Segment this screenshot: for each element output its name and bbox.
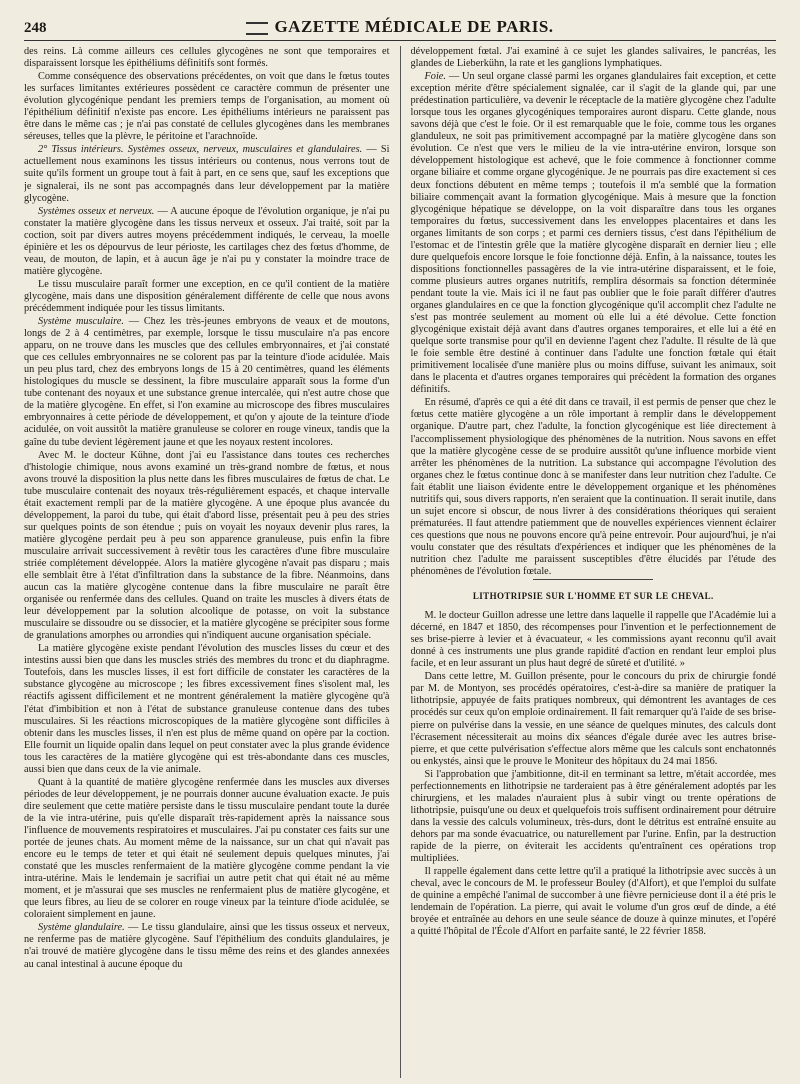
paragraph bbox=[24, 922, 390, 970]
right-column bbox=[411, 46, 777, 1078]
section-rule bbox=[533, 579, 653, 580]
left-column bbox=[24, 46, 390, 1078]
text-columns bbox=[24, 46, 776, 1078]
paragraph-text: Le tissu musculaire paraît former une exception, en ce qu'il contient de la matière glycogène, mais dans une disposition généralement différente de celle que nous avons précédemment indiquée pour les tissus limitants. bbox=[24, 278, 390, 314]
paragraph-text: développement fœtal. J'ai examiné à ce sujet les glandes salivaires, le pancréas, les glandes de Lieberkühn, la rate et les ganglions lymphatiques. bbox=[410, 46, 776, 70]
paragraph-text: — A aucune époque de l'évolution organique, je n'ai pu constater la matière glycogène dans les tissus nerveux et osseux. J'ai traité, soit par la coction, soit par divers autres moyens précédemment indiqués, le cerveau, la moelle épinière et les os dépourvus de leur périoste, les cartilages chez des fœtus d'homme, de veau, de mouton, de lapin, et à aucun âge je n'ai pu y constater la moindre trace de matière glycogène. bbox=[24, 205, 390, 277]
paragraph bbox=[24, 46, 390, 70]
paragraph bbox=[24, 279, 390, 315]
paragraph-text: — Chez les très-jeunes embryons de veaux et de moutons, longs de 2 à 4 centimètres, par exemple, lorsque le tissu musculaire n'a pas encore apparu, on ne trouve dans les muscles que des cellules embryonnaires, et j'ai constaté que ces cellules embryonnaires ne se colorent pas par la teinture d'iode acidulée. Mais un peu plus tard, chez des embryons longs de 15 à 20 centimètres, quand les éléments histologiques du muscle se dessinent, la fibre musculaire apparaît sous la forme d'un tube contenant des noyaux et une substance grenue intercalée, qui n'est autre chose que de la matière glycogène. En effet, si l'on examine au microscope des fibres musculaires embryonnaires à cette période de développement, et qu'on y ajoute de la teinture d'iode acidulée, on voit aussitôt la matière granuleuse se colorer en rouge vineux, tandis que la gaîne du tube devient légèrement jaune et que les noyaux restent incolores. bbox=[24, 316, 390, 448]
paragraph bbox=[411, 71, 777, 396]
paragraph-text: Quant à la quantité de matière glycogène renfermée dans les muscles aux diverses périodes de leur développement, je ne pourrais donner aucune évaluation exacte. Je puis dire seulement que cette matière persiste dans le tissu musculaire pendant toute la durée de la vie intra-utérine, puis qu'elle disparaît très-rapidement après la naissance sous l'influence de mouvements respiratoires et musculaires. J'ai pu constater ces faits sur une portée de jeunes chats. Au moment même de la naissance, sur un chat qui n'avait pas encore eu le temps de teter et qui était né seulement depuis quelques minutes, j'ai constaté que les muscles renfermaient de la matière glycogène comme pendant la vie intra-utérine. Mais le lendemain je sacrifiai un autre petit chat qui était né au même moment, et je m'assurai que ses muscles ne renfermaient plus de matière glycogène, et que leurs fibres, au lieu de se colorer en rouge vineux par la teinture d'iode acidulée, se coloraient simplement en jaune. bbox=[24, 776, 390, 921]
paragraph-text: des reins. Là comme ailleurs ces cellules glycogènes ne sont que temporaires et disparaissent lorsque les épithéliums définitifs sont formés. bbox=[24, 46, 390, 70]
paragraph-heading: Système glandulaire. bbox=[38, 922, 125, 934]
page-header bbox=[24, 14, 776, 41]
paragraph-text: Si l'approbation que j'ambitionne, dit-il en terminant sa lettre, m'était accordée, mes perfectionnements en lithotripsie ne tarderaient pas à être généralement adoptés par les chirurgiens, et les malades n'auraient plus à subir vingt ou trente opérations de lithotripsie, puisqu'une ou deux et quelquefois trois suffisent ordinairement pour détruire dans la vessie des calculs volumineux, très-durs, dont le détritus est entraîné ensuite au dehors par ma sonde évacuatrice, ou naturellement par l'urine. Enfin, par la destruction rapide de la pierre, on éviterait les accidents qu'entraînent ces opérations trop multipliées. bbox=[410, 768, 776, 865]
paragraph-text: Il rappelle également dans cette lettre qu'il a pratiqué la lithotripsie avec succès à un cheval, avec le concours de M. le professeur Bouley (d'Alfort), et que l'emploi du sulfate de quinine a empêché l'animal de succomber à une fièvre pernicieuse dont il a été pris le lendemain de l'opération. La pierre, qui avait le volume d'un gros œuf de dinde, a été broyée et entraînée au dehors en une seule séance de douze à quinze minutes, et l'opéré a quitté l'hôpital de l'École d'Alfort en parfaite santé, le 22 février 1858. bbox=[410, 866, 776, 938]
paragraph bbox=[24, 777, 390, 922]
paragraph bbox=[24, 144, 390, 204]
paragraph-heading: Foie. bbox=[424, 71, 446, 83]
paragraph bbox=[411, 397, 777, 578]
paragraph bbox=[24, 206, 390, 278]
paragraph-text: — Un seul organe classé parmi les organes glandulaires fait exception, et cette exception mérite d'être spécialement signalée, car il s'agit de la glande qui, par une prédestination particulière, va devenir le réceptacle de la matière glycogène chez l'adulte lorsque tous les organes glycogéniques temporaires auront disparu. Cette glande, nous savons déjà que c'est le foie. Or il est remarquable que le foie, comme tous les organes glanduleux, ne soit pas primitivement accompagné par la matière glycogène dans son évolution. Ce n'est que vers le milieu de la vie intra-utérine environ, lorsque son développement histologique est achevé, que le foie commence à fonctionner comme organe biliaire et comme organe glycogénique. Je ne pourrais pas dire exactement si ces deux fonctions débutent en même temps ; toutefois il m'a semblé que la formation biliaire commençait avant la formation glycogénique. Mais à mesure que la fonction glycogénique hépatique se développe, on la voit disparaître dans tous les organes temporaires du fœtus, successivement dans les enveloppes placentaires et dans les organes limitants de son corps ; et parmi ces derniers tissus, c'est dans l'épithélium de l'estomac et de l'intestin grêle que la matière glycogène disparaît en dernier lieu ; elle dure quelquefois encore lorsque le foie fonctionne déjà. Enfin, à la naissance, toutes les dispositions fonctionnelles passagères de la vie intra-utérine disparaissent, et le foie, comme plusieurs autres organes nutritifs, remplira désormais sa fonction déterminée pendant toute la vie. Mais ici il ne faut pas oublier que le foie paraît différer d'autres organes glandulaires en ce que la fonction glycogénique qu'il accomplit chez l'adulte ne s'est pas montrée seulement au moment où elle lui a été dévolue. Cette fonction glycogénique existait déjà avant dans d'autres organes temporaires, et elle lui a été en quelque sorte transmise pour qu'il en devienne l'agent chez l'adulte. Il résulte de là que le foie semble être destiné à continuer dans l'adulte une fonction fœtale qui était primitivement localisée d'une manière plus ou moins diffuse, suivant les animaux, soit dans le placenta et d'autres organes temporaires qui précèdent la formation des organes définitifs. bbox=[410, 71, 776, 396]
paragraph-text: Dans cette lettre, M. Guillon présente, pour le concours du prix de chirurgie fondé par M. de Montyon, ses procédés opératoires, c'est-à-dire sa manière de pratiquer la lithotripsie, appuyée de faits pratiques nombreux, qui démontrent les avantages de ces procédés sur ceux qu'on emploie ordinairement. Il fait remarquer qu'à l'aide de ses brise-pierre on pulvérise dans la vessie, en une séance de quelques minutes, des calculs dont l'écrasement nécessiterait au moins dix séances d'égale durée avec les autres brise-pierre, et que cette pulvérisation s'effectue alors même que les calculs sont enchatonnés ou enkystés, ainsi que le prouve le Moniteur des hôpitaux du 24 mai 1856. bbox=[410, 671, 776, 767]
paragraph-text: Avec M. le docteur Kühne, dont j'ai eu l'assistance dans toutes ces recherches d'histologie chimique, nous avons examiné un très-grand nombre de fœtus, et nous avons trouvé la disposition la plus nette dans les fibres musculaires de fœtus de chat. Le tube musculaire contenait des noyaux très-régulièrement espacés, et chaque intervalle était exactement rempli par de la matière glycogène. A une époque plus avancée du développement, la paroi du tube, qui était d'abord lisse, présentait peu à peu des stries sur quelques points de son étendue ; puis on voyait les noyaux devenir plus rares, la matière glycogène perdait peu à peu son apparence granuleuse, puis enfin la fibre musculaire arrivait successivement à revêtir tous les caractères d'une fibre musculaire striée complétement développée. Alors la matière glycogène n'avait pas disparu ; mais elle semblait être à l'état d'infiltration dans la substance de la fibre. Néanmoins, dans aucun cas la matière glycogène contenue dans la fibre musculaire ne paraît être organisée ou renfermée dans des cellules. Quand on traite les muscles à divers états de leur développement par la solution alcoolique de potasse, on voit la substance musculaire se dissoudre ou se dissocier, et la matière glycogène se précipiter sous forme de granulations amorphes ou arrondies qui n'indiquent aucune organisation spéciale. bbox=[24, 449, 390, 642]
paragraph bbox=[411, 46, 777, 70]
paragraph bbox=[411, 866, 777, 938]
paragraph-text: — Si actuellement nous examinons les tissus intérieurs ou contenus, nous verrons tout de suite qu'ils forment un groupe tout à fait à part, en ce sens que, sauf les exceptions que je signalerai, ils ne sont pas accompagnés dans leur développement par la matière glycogène. bbox=[24, 144, 390, 204]
running-title bbox=[24, 17, 776, 37]
paragraph bbox=[411, 769, 777, 865]
paragraph bbox=[24, 71, 390, 143]
paragraph bbox=[24, 316, 390, 449]
paragraph-text: M. le docteur Guillon adresse une lettre dans laquelle il rappelle que l'Académie lui a décerné, en 1847 et 1850, des récompenses pour l'invention et le perfectionnement de ses brise-pierre à levier et à évacuateur, « les commissions ayant reconnu qu'il avait donné à ces instruments une plus grande rapidité d'action en rendant leur emploi plus facile, et en leur assurant un plus haut degré de sûreté et d'utilité. » bbox=[410, 610, 776, 670]
paragraph bbox=[24, 643, 390, 776]
paragraph-text: La matière glycogène existe pendant l'évolution des muscles lisses du cœur et des intestins aussi bien que dans les muscles striés des membres du tronc et du diaphragme. Toutefois, dans les muscles lisses, il est fort difficile de constater les caractères de la substance glycogène au microscope ; les fibres excessivement fines s'isolent mal, les réactifs agissent difficilement et ne montrent généralement la matière glycogène qu'à l'état d'imbibition et non à l'état de substance granuleuse contenue dans des tubes musculaires. Si les réactions microscopiques de la matière glycogène sont difficiles à obtenir dans les muscles lisses, il n'en est plus de même quand on opère par la coction. Elle fournit un liquide opalin dans lequel on peut constater avec la plus grande évidence tous les caractères de la matière glycogène qui est très-abondante dans ces muscles, aussi bien que dans ceux de la vie animale. bbox=[24, 643, 390, 775]
paragraph-heading: Système musculaire. bbox=[38, 316, 124, 328]
paragraph-heading: Systèmes osseux et nerveux. bbox=[38, 205, 155, 217]
paragraph-text: En résumé, d'après ce qui a été dit dans ce travail, il est permis de penser que chez le fœtus cette matière glycogène a un rôle important à remplir dans le développement organique. D'autre part, chez l'adulte, la fonction glycogénique est liée directement à l'accomplissement physiologique des phénomènes de la nutrition. Nous savons en effet que la matière glycogène cesse de se produire aussitôt qu'une influence morbide vient arrêter les phénomènes de la nutrition. La substance qui accompagne l'évolution des organes chez le fœtus continue donc à se manifester dans leur nutrition chez l'adulte. Ce fait établit une liaison évidente entre le développement organique et les phénomènes nutritifs qui, sous divers rapports, n'en seraient que la continuation. Il serait inutile, dans un sujet encore si obscur, de nous livrer à des considérations théoriques qui seraient prématurées. Il faut attendre patiemment que de nouvelles expériences viennent éclairer ces questions que nous ne pouvons encore qu'à peine entrevoir. Pour aujourd'hui, je n'ai voulu constater que des résultats d'expériences et indiquer que les phénomènes de la nutrition chez l'adulte me paraissent susceptibles d'être élucidés par l'étude des phénomènes de l'évolution fœtale. bbox=[410, 397, 776, 578]
paragraph-text: — Le tissu glandulaire, ainsi que les tissus osseux et nerveux, ne renferme pas de matière glycogène. Sauf l'épithélium des conduits glandulaires, je n'ai trouvé de matière glycogène dans le tissu même des reins et des glandes annexées au canal intestinal à aucune époque du bbox=[24, 922, 390, 970]
page-number: 248 bbox=[24, 20, 47, 36]
paragraph-heading: 2° Tissus intérieurs. Systèmes osseux, nerveux, musculaires et glandulaires. bbox=[38, 144, 363, 156]
paragraph bbox=[24, 450, 390, 643]
paragraph bbox=[411, 610, 777, 670]
section-title: LITHOTRIPSIE SUR L'HOMME ET SUR LE CHEVAL. bbox=[472, 591, 714, 602]
running-title-text: GAZETTE MÉDICALE DE PARIS. bbox=[274, 17, 554, 36]
paragraph-text: Comme conséquence des observations précédentes, on voit que dans le fœtus toutes les surfaces limitantes extérieures possèdent ce caractère commun de présenter une évolution glycogénique pendant les premiers temps de l'organisation, au moment où l'épithélium définitif n'existe pas encore. Les épithéliums intérieurs ne paraissent pas être dans le même cas ; je n'ai pas constaté de cellules glycogènes dans les membranes séreuses, telles que la plèvre, le péritoine et l'arachnoïde. bbox=[24, 71, 390, 143]
paragraph bbox=[411, 671, 777, 767]
ornament-icon bbox=[246, 22, 268, 35]
column-rule bbox=[400, 46, 401, 1078]
